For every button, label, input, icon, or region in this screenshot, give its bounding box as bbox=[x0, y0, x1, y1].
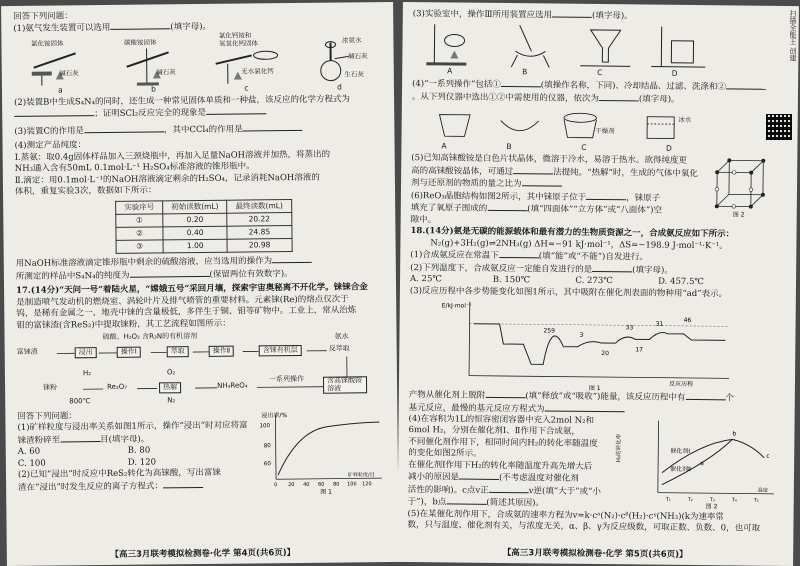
flow-step-op1: 操作Ⅰ bbox=[117, 347, 141, 359]
apparatus-b: 碳酸铵固体 碱石灰 b bbox=[118, 38, 189, 95]
svg-text:反应历程: 反应历程 bbox=[668, 380, 694, 389]
table-header: 初始读数(mL) bbox=[163, 200, 227, 214]
svg-text:图 1: 图 1 bbox=[320, 488, 332, 496]
process-flow-diagram: 硫酸、H₂O₂ 含R₃N的有机溶剂 富铼渣 浸出 操作Ⅰ 萃取 操作Ⅱ 含铼有机层 氨水 反萃取 含高铼酸铵溶液 H₂ O₂ 铼粉 800℃ Re₂O₇ 热解 NH₄ReO₄ 一系列操作 N₂ bbox=[17, 330, 390, 410]
question-3: (3)装置C的作用是 ，其中CCl₄的作用是 bbox=[14, 122, 386, 138]
retort-stand-icon bbox=[420, 21, 490, 70]
table-row: ② 0.40 24.85 bbox=[116, 225, 292, 240]
apparatus-c: 氯化钙铵和 氢氧化钙固体 无水氯化钙 c bbox=[211, 37, 282, 94]
flow-step-extract: 萃取 bbox=[167, 346, 189, 358]
question-2b: ；证明SCl₂反应完全的现象是 bbox=[14, 105, 386, 121]
svg-text:259: 259 bbox=[543, 327, 555, 335]
question-2a: (2)装置B中生成S₄N₄的同时，还生成一种常见固体单质和一种盐，该反应的化学方程式为 bbox=[14, 94, 351, 108]
instrument-b: B bbox=[484, 108, 534, 153]
option-d[interactable]: D. 457.5℃ bbox=[658, 276, 704, 288]
right-footer: 【高三3月联考模拟检测卷·化学 第5页(共6页)】 bbox=[502, 547, 688, 560]
flow-step-pyrolysis: 热解 bbox=[159, 382, 181, 394]
svg-text:20: 20 bbox=[288, 482, 295, 489]
question-17-line3: 钨，是稀有金属之一，地壳中铼的含量极低，多伴生于铜、钼等矿物中。工业上，常从治炼 bbox=[16, 305, 357, 319]
apparatus-row bbox=[13, 31, 386, 96]
svg-text:80: 80 bbox=[263, 443, 271, 450]
r-apparatus-d: D bbox=[645, 23, 706, 80]
svg-text:图 2: 图 2 bbox=[732, 211, 745, 219]
question-4-end: 用NaOH标准溶液滴定锥形瓶中剩余的硫酸溶液，应当选用的操作为 bbox=[16, 254, 388, 270]
svg-text:T₁: T₁ bbox=[665, 496, 671, 503]
option-d[interactable]: D. 120 bbox=[127, 457, 157, 468]
svg-text:80: 80 bbox=[333, 481, 340, 488]
option-a[interactable]: A. 25℃ bbox=[409, 274, 442, 285]
dish-icon bbox=[484, 108, 554, 145]
table-row: ③ 1.00 20.98 bbox=[116, 239, 292, 254]
left-page bbox=[1, 2, 399, 566]
svg-text:浸出率/%: 浸出率/% bbox=[261, 412, 288, 420]
question-4: (4)测定产品纯度： bbox=[14, 140, 87, 152]
instrument-d: 冰水 D bbox=[634, 110, 704, 155]
r-instrument-row bbox=[411, 105, 711, 154]
crucible-icon bbox=[419, 108, 489, 145]
r-apparatus-row bbox=[412, 23, 713, 80]
svg-text:c: c bbox=[766, 452, 770, 460]
figure-2-crystal-cell bbox=[711, 157, 772, 220]
svg-text:b: b bbox=[732, 430, 737, 438]
svg-text:T₅: T₅ bbox=[753, 497, 759, 504]
question-1: (1)氨气发生装置可以选用 (填字母)。 bbox=[13, 22, 212, 35]
q18-4-block: (4)在容积为1L的恒容密闭容器中充入2mol N₂和 6mol H₂，分别在催化剂Ⅰ、Ⅱ作用下合成氨， 不同催化剂作用下，相同时间内H₂的转化率随温度 的变化如图2所示。 在催化剂Ⅰ作用下H₂的转化率随温度升高先增大后 减小的原因是 (不考虑温度对催化剂 活性的影响)。c点v正 v逆(填“大于”或“小 于”)，b点 (简述其原因)。 H₂的转化率 催化剂Ⅰ 催化剂Ⅱ a b c T₁ T₂ T₃ T₄ T₅ 温度 图 2 bbox=[408, 414, 785, 513]
flow-step-leach: 浸出 bbox=[75, 347, 97, 359]
table-header: 实验序号 bbox=[116, 201, 163, 215]
svg-text:图 2: 图 2 bbox=[705, 503, 718, 511]
answer-blank bbox=[110, 22, 170, 31]
svg-text:T₂: T₂ bbox=[687, 496, 693, 503]
r-apparatus-c: C bbox=[570, 22, 631, 79]
flow-step-op2: 操作Ⅱ bbox=[209, 346, 235, 358]
question-4-end2: 所测定的样品中S₄N₄的纯度为 (保留两位有效数字)。 bbox=[15, 268, 293, 282]
svg-text:H₂的转化率: H₂的转化率 bbox=[616, 433, 623, 463]
svg-text:120: 120 bbox=[362, 481, 372, 488]
q5-q6-block: (5)已知高铼酸铵是白色片状晶体，微溶于冷水，易溶于热水。欲得纯度更 高的高铼酸铵晶体，可通过 法提纯。“热解”时，生成的气体中氧化 剂与还原剂的物质的量之比为 (6)ReO₃晶胞结构如图2所示，其中铼原子位于 ，铼原子 填充了氧原子围成的 (填“四面体”“立方体”或“八面体”)空 隙中。 图 2 bbox=[411, 153, 788, 230]
right-page: (3)实验室中，操作Ⅲ所用装置应选用 (填字母)。 A B C D (4)“一系列操作”包括① (填操作名称，下同)、冷却结晶、过滤、洗涤和② 。从下列仪器中选出①②中需使用的仪器，依次为 (填字母)。 A B 干燥剂 C 冰水 D (5)已知高铼酸铵是白色片状晶体，微溶于冷水，易溶于热水。欲得纯度更 高的高铼酸铵晶体，可通过 法提纯。“热解”时，生成的气体中氧化 剂与还原剂的物质的量之比为 (6)ReO₃晶胞结构如图2所示，其中铼原子位于 ，铼原子 填充了氧原子围成的 (填“四面体”“立方体”或“八面体”)空 隙中。 图 2 18.(14分)氨是无碳的能源载体和最有潜力的生物质资源之一，合成氨反应如下所示： N₂(g)+3H₂(g)⇌2NH₃(g) ΔH=−91 kJ·mol⁻¹，ΔS=−198.9 J·mol⁻¹·K⁻¹。 (1)合成氨反应在常温下 (填“能”或“不能”)自发进行。 (2)下列温度下，合成氨反应一定能自发进行的是 (填字母)。 A. 25℃ B. 150℃ C. 273℃ D. 457.5℃ (3)反应历程中各步势能变化如图1所示，其中吸附在催化剂表面的物种用“ad”表示。 E/kJ·mol⁻¹ 259 33 31 46 3 20 17 反应历程 图 1 产物从催化剂上脱附 (填“释放”或“吸收”)能量，该反应历程中有 个 基元反应，最慢的基元反应方程式为 (4)在容积为1L的恒容密闭容器中充入2mol N₂和 6mol H₂，分别在催化剂Ⅰ、Ⅱ作用下合成氨， 不同催化剂作用下，相同时间内H₂的转化率随温度 的变化如图2所示。 在催化剂Ⅰ作用下H₂的转化率随温度升高先增大后 减小的原因是 (不考虑温度对催化剂 活性的影响)。c点v正 v逆(填“大于”或“小 于”)，b点 (简述其原因)。 H₂的转化率 催化剂Ⅰ 催化剂Ⅱ a b c T₁ T₂ T₃ T₄ T₅ 温度 图 2 (5)在某催化剂作用下，合成氨的速率方程为v=k·cᵃ(N₂)·cᵝ(H₂)·cᵞ(NH₃)(k为速率常 数，只与温度、催化剂有关，与浓度无关，α、β、γ为反应级数，可取正数、负数、0，也可取 【高三3月联考模拟检测卷·化学 第5页(共6页)】 bbox=[397, 2, 799, 566]
svg-text:T₃: T₃ bbox=[709, 497, 715, 504]
energy-profile-chart bbox=[439, 297, 740, 392]
question-4-step2b: 体积，重复实验3次，数据如下所示： bbox=[14, 185, 157, 198]
question-4-step2: Ⅱ.滴定：用0.1mol·L⁻¹的NaOH溶液滴定剩余的H₂SO₄，记录消耗NaOH溶液的 bbox=[14, 172, 320, 186]
option-b[interactable]: B. 80 bbox=[127, 445, 151, 457]
flow-step-ammonium: 含高铼酸铵溶液 bbox=[323, 376, 367, 394]
question-17-line4: 钼的富铼渣(含ReS₂)中提取铼粉，其工艺流程如图所示： bbox=[16, 318, 231, 331]
unit-cell-icon bbox=[711, 157, 772, 220]
question-17-line2: 是制造喷气发动机的燃烧室、涡轮叶片及排气喷管的重要材料。元素铼(Re)的熔点仅次于 bbox=[16, 294, 349, 308]
svg-text:3: 3 bbox=[579, 331, 584, 339]
option-a[interactable]: A. 60 bbox=[17, 447, 41, 458]
beaker-icon bbox=[645, 23, 715, 72]
titration-table bbox=[115, 199, 292, 254]
scanner-watermark: 扫描全能王 创建 bbox=[789, 10, 797, 62]
subquestions-block: 回答下列问题： (1)矿样粒度与浸出率关系如图1所示，操作“浸出”时对应将富 铼渣粉碎至 目(填字母)。 A. 60 B. 80 C. 100 D. 120 (2)已知“浸出”时反应中ReS₂转化为高铼酸，写出富铼 渣在“浸出”时发生反应的离子方程式： 浸出率/% 60 80 100 0 20 40 60 80 100 120 矿样粒度/目 图 1 bbox=[17, 408, 390, 498]
svg-text:100: 100 bbox=[347, 481, 357, 488]
funnel-icon bbox=[570, 22, 640, 71]
question-17-line1: 17.(14分)“天问一号”着陆火星，“嫦娥五号”采回月壤，探索宇宙奥秘离不开化学。铼铼合金 bbox=[16, 282, 368, 297]
svg-text:T₄: T₄ bbox=[731, 497, 737, 504]
apparatus-a: 氯化铵固体 碱石灰 a bbox=[25, 39, 96, 96]
svg-text:a: a bbox=[700, 460, 704, 468]
r-question-3: (3)实验室中，操作Ⅲ所用装置应选用 (填字母)。 bbox=[412, 9, 633, 22]
question-4-step1: Ⅰ.蒸氨：取0.4g固体样品加入三颈烧瓶中，再加入足量NaOH溶液并加热，将蒸出的 bbox=[14, 149, 331, 163]
figure-2-conversion-chart bbox=[616, 416, 779, 511]
svg-text:31: 31 bbox=[655, 320, 664, 328]
figure-1-leaching-chart bbox=[257, 408, 388, 495]
svg-text:图 1: 图 1 bbox=[588, 384, 601, 393]
evaporating-dish-icon bbox=[495, 21, 565, 70]
table-row: ① 0.20 20.22 bbox=[116, 212, 292, 227]
r-question-4: (4)“一系列操作”包括① (填操作名称，下同)、冷却结晶、过滤、洗涤和② bbox=[412, 79, 788, 95]
svg-text:20: 20 bbox=[601, 350, 609, 358]
svg-text:温度: 温度 bbox=[757, 487, 768, 494]
instrument-a: A bbox=[419, 108, 469, 153]
option-c[interactable]: C. 273℃ bbox=[575, 275, 613, 287]
r-apparatus-a: A bbox=[420, 21, 481, 78]
svg-text:33: 33 bbox=[625, 324, 634, 332]
svg-text:60: 60 bbox=[263, 461, 271, 468]
svg-text:E/kJ·mol⁻¹: E/kJ·mol⁻¹ bbox=[441, 302, 472, 310]
svg-text:46: 46 bbox=[683, 316, 692, 325]
r-apparatus-b: B bbox=[495, 21, 556, 78]
question-4-step1b: NH₃通入含有50mL 0.1mol·L⁻¹ H₂SO₄标准溶液的锥形瓶中。 bbox=[14, 161, 255, 175]
option-b[interactable]: B. 150℃ bbox=[492, 274, 531, 286]
qr-code-icon bbox=[766, 114, 792, 140]
flow-step-organic: 含铼有机层 bbox=[259, 345, 302, 357]
left-footer: 【高三3月联考模拟检测卷·化学 第4页(共6页)】 bbox=[110, 547, 296, 560]
instrument-c: 干燥剂 C bbox=[549, 109, 619, 154]
svg-text:60: 60 bbox=[318, 481, 325, 488]
svg-text:催化剂Ⅰ: 催化剂Ⅰ bbox=[670, 447, 691, 455]
svg-text:催化剂Ⅱ: 催化剂Ⅱ bbox=[670, 465, 692, 473]
svg-text:0: 0 bbox=[274, 482, 278, 489]
svg-text:40: 40 bbox=[303, 481, 310, 488]
question-18-line1: 18.(14分)氨是无碳的能源载体和最有潜力的生物质资源之一，合成氨反应如下所示： bbox=[410, 226, 735, 240]
option-c[interactable]: C. 100 bbox=[17, 458, 46, 469]
ice-bath-icon bbox=[634, 110, 704, 147]
intro-text: 回答下列问题： bbox=[13, 11, 73, 22]
apparatus-d: 浓氨水 碱石灰 生石灰 d bbox=[304, 36, 375, 93]
table-header: 最终读数(mL) bbox=[227, 199, 291, 213]
svg-text:100: 100 bbox=[259, 423, 271, 430]
question-18-equation: N₂(g)+3H₂(g)⇌2NH₃(g) ΔH=−91 kJ·mol⁻¹，ΔS=−198.9 J·mol⁻¹·K⁻¹。 bbox=[430, 237, 728, 252]
svg-text:17: 17 bbox=[635, 346, 643, 354]
svg-text:矿样粒度/目: 矿样粒度/目 bbox=[347, 472, 375, 479]
